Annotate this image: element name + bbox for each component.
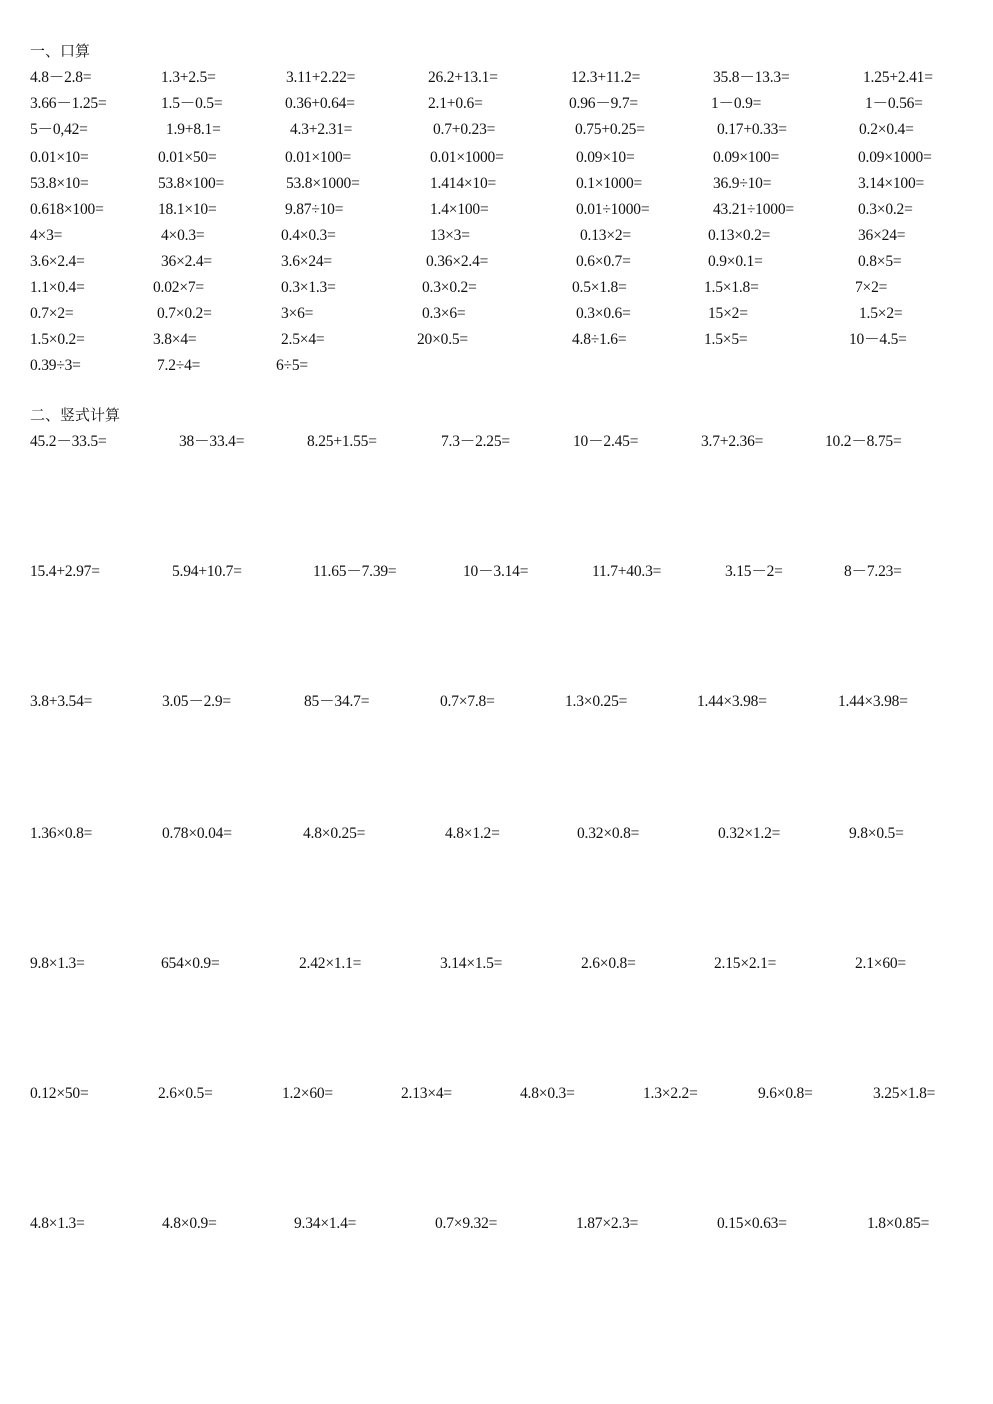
problem: 0.7×7.8= (440, 693, 495, 710)
problem: 4.8×1.3= (30, 1215, 85, 1232)
problem: 4.8×0.3= (520, 1085, 575, 1102)
problem: 4.8×0.25= (303, 825, 366, 842)
problem: 2.1×60= (855, 955, 906, 972)
problem: 0.09×1000= (858, 149, 932, 166)
problem: 0.12×50= (30, 1085, 89, 1102)
problem: 0.17+0.33= (717, 121, 787, 138)
problem: 36.9÷10= (713, 175, 772, 192)
problem: 3.8+3.54= (30, 693, 93, 710)
problem: 0.32×0.8= (577, 825, 640, 842)
problem: 0.8×5= (858, 253, 902, 270)
problem: 3.11+2.22= (286, 69, 356, 86)
problem: 0.7×9.32= (435, 1215, 498, 1232)
problem: 0.01×50= (158, 149, 217, 166)
mental-math-row (0, 148, 993, 168)
problem: 15×2= (708, 305, 748, 322)
mental-math-row (0, 68, 993, 88)
problem: 85－34.7= (304, 693, 370, 710)
problem: 53.8×100= (158, 175, 225, 192)
problem: 3.25×1.8= (873, 1085, 936, 1102)
mental-math-row (0, 330, 993, 350)
section-heading-vertical-calculation: 二、竖式计算 (30, 406, 121, 424)
problem: 0.78×0.04= (162, 825, 232, 842)
problem: 0.01×1000= (430, 149, 504, 166)
problem: 1－0.9= (711, 95, 762, 112)
problem: 2.6×0.8= (581, 955, 636, 972)
problem: 0.5×1.8= (572, 279, 627, 296)
problem: 0.7×0.2= (157, 305, 212, 322)
mental-math-row (0, 200, 993, 220)
problem: 1.8×0.85= (867, 1215, 930, 1232)
vertical-calc-row (0, 824, 993, 844)
problem: 0.9×0.1= (708, 253, 763, 270)
problem: 9.6×0.8= (758, 1085, 813, 1102)
problem: 4.8×1.2= (445, 825, 500, 842)
problem: 654×0.9= (161, 955, 220, 972)
mental-math-row (0, 94, 993, 114)
problem: 2.6×0.5= (158, 1085, 213, 1102)
problem: 3.8×4= (153, 331, 197, 348)
mental-math-row (0, 356, 993, 376)
problem: 3.6×24= (281, 253, 332, 270)
mental-math-row (0, 252, 993, 272)
problem: 2.13×4= (401, 1085, 452, 1102)
problem: 0.1×1000= (576, 175, 643, 192)
problem: 20×0.5= (417, 331, 468, 348)
problem: 0.09×100= (713, 149, 780, 166)
problem: 3×6= (281, 305, 314, 322)
problem: 1.87×2.3= (576, 1215, 639, 1232)
problem: 2.42×1.1= (299, 955, 362, 972)
problem: 0.3×0.2= (422, 279, 477, 296)
problem: 8－7.23= (844, 563, 902, 580)
problem: 0.3×6= (422, 305, 466, 322)
problem: 9.8×1.3= (30, 955, 85, 972)
problem: 3.14×100= (858, 175, 925, 192)
problem: 0.2×0.4= (859, 121, 914, 138)
mental-math-row (0, 174, 993, 194)
problem: 1.2×60= (282, 1085, 333, 1102)
problem: 0.3×1.3= (281, 279, 336, 296)
problem: 1.3×2.2= (643, 1085, 698, 1102)
problem: 9.8×0.5= (849, 825, 904, 842)
problem: 1－0.56= (865, 95, 923, 112)
problem: 2.5×4= (281, 331, 325, 348)
problem: 38－33.4= (179, 433, 245, 450)
problem: 1.1×0.4= (30, 279, 85, 296)
problem: 0.13×0.2= (708, 227, 771, 244)
problem: 3.7+2.36= (701, 433, 764, 450)
problem: 1.5×2= (859, 305, 903, 322)
problem: 0.13×2= (580, 227, 631, 244)
problem: 0.01×10= (30, 149, 89, 166)
problem: 1.5×0.2= (30, 331, 85, 348)
problem: 11.65－7.39= (313, 563, 397, 580)
problem: 0.96－9.7= (569, 95, 638, 112)
problem: 1.9+8.1= (166, 121, 221, 138)
problem: 43.21÷1000= (713, 201, 794, 218)
problem: 1.25+2.41= (863, 69, 933, 86)
problem: 12.3+11.2= (571, 69, 641, 86)
problem: 3.66－1.25= (30, 95, 107, 112)
problem: 4.8－2.8= (30, 69, 92, 86)
problem: 1.3×0.25= (565, 693, 628, 710)
problem: 2.1+0.6= (428, 95, 483, 112)
problem: 10－4.5= (849, 331, 907, 348)
problem: 0.01×100= (285, 149, 352, 166)
problem: 53.8×1000= (286, 175, 360, 192)
problem: 4.8÷1.6= (572, 331, 627, 348)
problem: 1.44×3.98= (838, 693, 908, 710)
problem: 15.4+2.97= (30, 563, 100, 580)
problem: 53.8×10= (30, 175, 89, 192)
problem: 18.1×10= (158, 201, 217, 218)
problem: 5－0,42= (30, 121, 88, 138)
mental-math-row (0, 278, 993, 298)
problem: 45.2－33.5= (30, 433, 107, 450)
problem: 9.34×1.4= (294, 1215, 357, 1232)
problem: 3.14×1.5= (440, 955, 503, 972)
vertical-calc-row (0, 562, 993, 582)
problem: 4×0.3= (161, 227, 205, 244)
problem: 4.8×0.9= (162, 1215, 217, 1232)
vertical-calc-row (0, 954, 993, 974)
problem: 4.3+2.31= (290, 121, 353, 138)
problem: 0.09×10= (576, 149, 635, 166)
problem: 1.5×1.8= (704, 279, 759, 296)
mental-math-row (0, 226, 993, 246)
problem: 10.2－8.75= (825, 433, 902, 450)
problem: 0.618×100= (30, 201, 104, 218)
problem: 1.3+2.5= (161, 69, 216, 86)
problem: 9.87÷10= (285, 201, 344, 218)
problem: 7.2÷4= (157, 357, 201, 374)
problem: 0.01÷1000= (576, 201, 650, 218)
vertical-calc-row (0, 692, 993, 712)
problem: 0.3×0.6= (576, 305, 631, 322)
problem: 0.7×2= (30, 305, 74, 322)
problem: 10－2.45= (573, 433, 639, 450)
problem: 6÷5= (276, 357, 308, 374)
problem: 0.02×7= (153, 279, 204, 296)
problem: 8.25+1.55= (307, 433, 377, 450)
problem: 10－3.14= (463, 563, 529, 580)
problem: 5.94+10.7= (172, 563, 242, 580)
problem: 3.15－2= (725, 563, 783, 580)
problem: 0.7+0.23= (433, 121, 496, 138)
problem: 1.36×0.8= (30, 825, 93, 842)
problem: 2.15×2.1= (714, 955, 777, 972)
problem: 0.6×0.7= (576, 253, 631, 270)
section-heading-mental-math: 一、口算 (30, 42, 91, 60)
problem: 35.8－13.3= (713, 69, 790, 86)
problem: 0.32×1.2= (718, 825, 781, 842)
mental-math-row (0, 304, 993, 324)
problem: 13×3= (430, 227, 470, 244)
problem: 36×2.4= (161, 253, 212, 270)
problem: 7.3－2.25= (441, 433, 510, 450)
problem: 7×2= (855, 279, 888, 296)
problem: 1.5×5= (704, 331, 748, 348)
problem: 0.15×0.63= (717, 1215, 787, 1232)
mental-math-row (0, 120, 993, 140)
vertical-calc-row (0, 1214, 993, 1234)
problem: 3.6×2.4= (30, 253, 85, 270)
problem: 11.7+40.3= (592, 563, 662, 580)
problem: 1.4×100= (430, 201, 489, 218)
problem: 3.05－2.9= (162, 693, 231, 710)
vertical-calc-row (0, 432, 993, 452)
problem: 1.5－0.5= (161, 95, 223, 112)
problem: 0.75+0.25= (575, 121, 645, 138)
problem: 0.3×0.2= (858, 201, 913, 218)
problem: 0.4×0.3= (281, 227, 336, 244)
problem: 0.36×2.4= (426, 253, 489, 270)
problem: 1.44×3.98= (697, 693, 767, 710)
problem: 36×24= (858, 227, 906, 244)
vertical-calc-row (0, 1084, 993, 1104)
problem: 1.414×10= (430, 175, 497, 192)
problem: 26.2+13.1= (428, 69, 498, 86)
problem: 0.36+0.64= (285, 95, 355, 112)
problem: 0.39÷3= (30, 357, 81, 374)
problem: 4×3= (30, 227, 63, 244)
